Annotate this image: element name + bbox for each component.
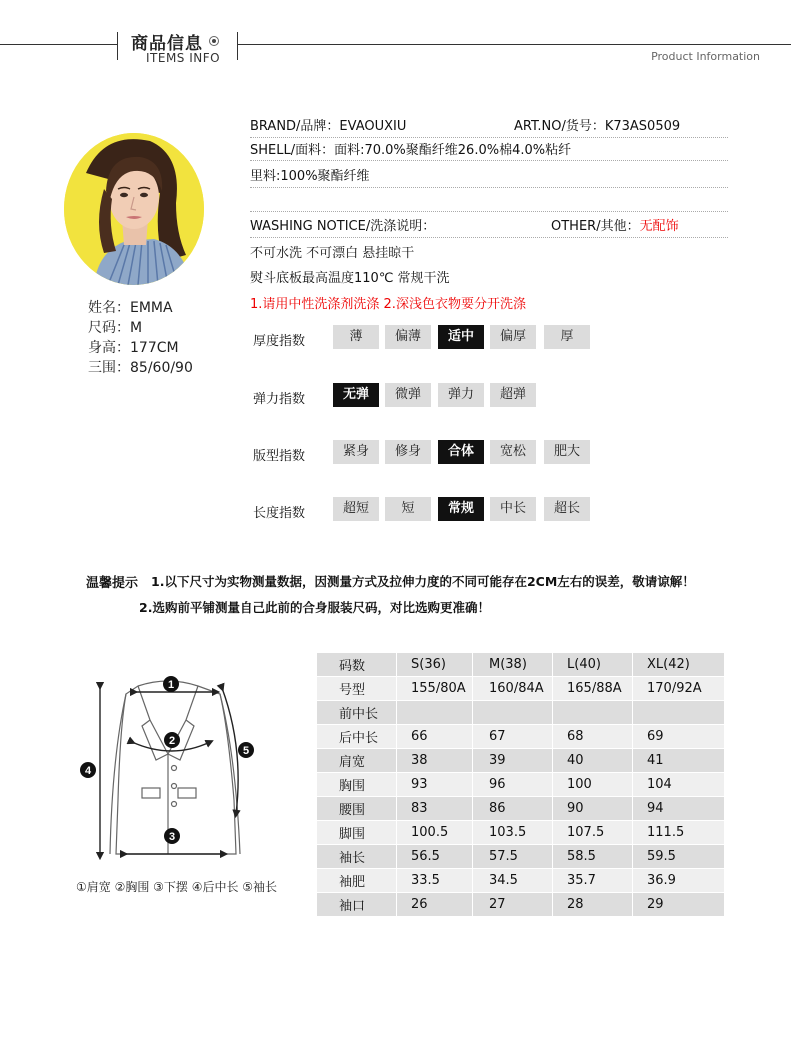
shell-text: SHELL/面料：面料:70.0%聚酯纤维26.0%棉4.0%粘纤 [250,143,572,158]
table-cell: 58.5 [553,845,633,869]
model-measurements: 三围：85/60/90 [88,360,193,376]
table-cell [553,701,633,725]
brand-text: BRAND/品牌：EVAOUXIU [250,119,407,134]
index-option: 弹力 [438,383,484,407]
measure-marker-number: 5 [242,745,250,757]
table-cell: S(36) [397,653,473,677]
wash-tips: 1.请用中性洗涤剂洗涤 2.深浅色衣物要分开洗涤 [250,297,526,312]
table-cell [397,701,473,725]
table-cell: 28 [553,893,633,917]
divider [250,237,728,238]
wash-line-2: 熨斗底板最高温度110℃ 常规干洗 [250,271,450,286]
target-dot-icon [209,36,219,46]
table-cell: 肩宽 [317,749,397,773]
table-cell: L(40) [553,653,633,677]
table-cell: 33.5 [397,869,473,893]
measure-marker-number: 4 [84,765,92,777]
wash-line-1: 不可水洗 不可漂白 悬挂晾干 [250,246,415,261]
table-cell: 94 [633,797,725,821]
table-cell: 袖肥 [317,869,397,893]
table-cell: 前中长 [317,701,397,725]
coat-measurement-diagram [76,668,276,868]
model-size: 尺码：M [88,320,143,336]
model-photo [64,133,204,285]
table-row [317,749,725,773]
index-option: 厚 [544,325,590,349]
table-cell: 39 [473,749,553,773]
table-cell: 160/84A [473,677,553,701]
index-option: 中长 [490,497,536,521]
table-cell: 38 [397,749,473,773]
art-no-text: ART.NO/货号：K73AS0509 [514,119,681,134]
table-cell: M(38) [473,653,553,677]
diagram-legend: ①肩宽 ②胸围 ③下摆 ④后中长 ⑤袖长 [76,880,278,894]
index-option: 常规 [438,497,484,521]
index-option: 修身 [385,440,431,464]
index-option: 合体 [438,440,484,464]
index-option: 适中 [438,325,484,349]
table-cell: XL(42) [633,653,725,677]
index-option: 紧身 [333,440,379,464]
divider [250,160,728,161]
size-table [316,652,725,917]
table-row [317,893,725,917]
table-cell: 107.5 [553,821,633,845]
table-cell: 67 [473,725,553,749]
table-cell: 111.5 [633,821,725,845]
table-row [317,821,725,845]
index-label: 长度指数 [253,506,306,521]
index-option: 偏厚 [490,325,536,349]
index-label: 弹力指数 [253,392,306,407]
table-cell: 165/88A [553,677,633,701]
measure-marker-number: 1 [167,679,175,691]
table-cell: 93 [397,773,473,797]
section-title: 商品信息 [131,34,203,54]
model-info [88,298,193,378]
table-cell: 40 [553,749,633,773]
table-cell: 41 [633,749,725,773]
table-cell: 68 [553,725,633,749]
table-cell: 后中长 [317,725,397,749]
table-cell: 90 [553,797,633,821]
index-option: 宽松 [490,440,536,464]
index-option: 薄 [333,325,379,349]
table-cell: 57.5 [473,845,553,869]
measure-marker-number: 3 [168,831,176,843]
table-cell: 36.9 [633,869,725,893]
table-cell: 100.5 [397,821,473,845]
table-cell: 脚围 [317,821,397,845]
index-option: 超弹 [490,383,536,407]
index-option: 超短 [333,497,379,521]
table-cell: 104 [633,773,725,797]
table-row [317,677,725,701]
table-cell: 27 [473,893,553,917]
other-label: OTHER/其他： [551,219,640,234]
notice-label: 温馨提示 [86,576,139,591]
other-value: 无配饰 [639,219,679,234]
table-cell: 59.5 [633,845,725,869]
table-cell [473,701,553,725]
table-cell: 170/92A [633,677,725,701]
washing-row [250,218,728,236]
table-cell: 29 [633,893,725,917]
table-cell: 100 [553,773,633,797]
table-cell: 腰围 [317,797,397,821]
divider [250,137,728,138]
index-option: 偏薄 [385,325,431,349]
table-cell: 86 [473,797,553,821]
index-option: 微弹 [385,383,431,407]
table-row [317,773,725,797]
table-cell: 袖口 [317,893,397,917]
index-label: 版型指数 [253,449,306,464]
table-cell: 103.5 [473,821,553,845]
table-cell: 96 [473,773,553,797]
divider [250,187,728,188]
table-cell: 胸围 [317,773,397,797]
table-row [317,869,725,893]
index-option: 短 [385,497,431,521]
section-subtitle: ITEMS INFO [146,51,221,65]
table-cell: 号型 [317,677,397,701]
table-row [317,797,725,821]
brand-row [250,118,728,136]
index-option: 肥大 [544,440,590,464]
table-cell: 56.5 [397,845,473,869]
table-cell: 155/80A [397,677,473,701]
header-bracket-right [237,32,238,60]
divider [250,211,728,212]
table-row [317,845,725,869]
index-label: 厚度指数 [253,334,306,349]
washing-notice-label: WASHING NOTICE/洗涤说明： [250,219,436,234]
notice-line-1: 1.以下尺寸为实物测量数据，因测量方式及拉伸力度的不同可能存在2CM左右的误差，敬请谅解！ [151,574,695,589]
table-cell: 66 [397,725,473,749]
table-cell: 码数 [317,653,397,677]
coat-outline [110,681,240,854]
header-rule-left [0,44,117,45]
header-rule-right [237,44,791,45]
header-bracket-left [117,32,118,60]
table-cell: 26 [397,893,473,917]
table-cell: 69 [633,725,725,749]
product-information-label: Product Information [651,50,760,63]
model-height: 身高：177CM [88,340,179,356]
index-option: 超长 [544,497,590,521]
table-cell [633,701,725,725]
table-row [317,701,725,725]
table-cell: 34.5 [473,869,553,893]
table-header-row [317,653,725,677]
measure-marker-number: 2 [168,735,176,747]
table-cell: 袖长 [317,845,397,869]
lining-text: 里料:100%聚酯纤维 [250,169,370,184]
notice-line-2: 2.选购前平铺测量自己此前的合身服装尺码，对比选购更准确！ [139,600,490,615]
model-name: 姓名：EMMA [88,300,173,316]
table-row [317,725,725,749]
table-cell: 83 [397,797,473,821]
table-cell: 35.7 [553,869,633,893]
index-option: 无弹 [333,383,379,407]
